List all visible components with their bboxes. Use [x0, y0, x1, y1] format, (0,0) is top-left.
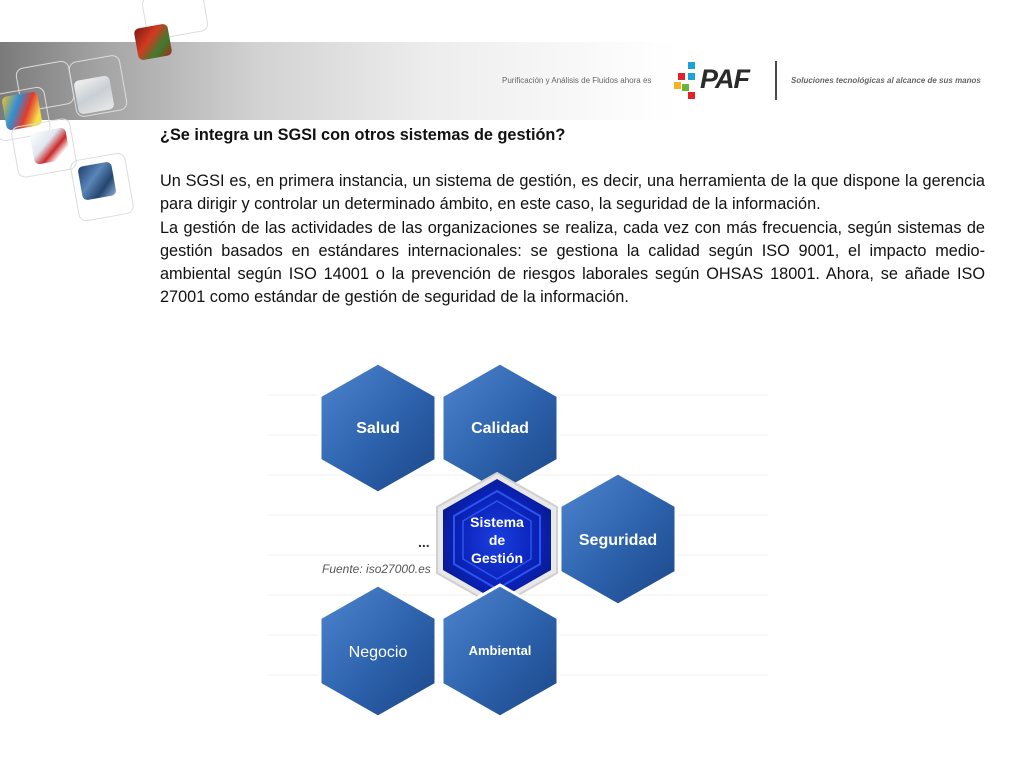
management-systems-diagram	[268, 355, 768, 725]
hex-salud	[320, 363, 436, 493]
hex-ambiental	[442, 585, 558, 717]
header-tagline-left: Purificación y Análisis de Fluidos ahora es	[502, 76, 652, 85]
paf-logo-text: PAF	[700, 64, 749, 94]
center-line-2: de	[488, 532, 506, 548]
center-line-1: Sistema	[470, 514, 524, 530]
hex-ambiental-label: Ambiental	[468, 643, 532, 658]
paragraph-sgsi-definition: Un SGSI es, en primera instancia, un sistema de gestión, es decir, una herramienta de la que dispone la gerencia para dirigir y controlar un determinado ámbito, en este caso, la seguridad de la información.	[160, 172, 985, 214]
header-tagline-right: Soluciones tecnológicas al alcance de sus manos	[791, 76, 981, 85]
hex-negocio-label: Negocio	[348, 644, 408, 661]
lab-jars-icon	[73, 75, 114, 115]
produce-photo-icon	[133, 23, 172, 60]
diagram-source: Fuente: iso27000.es	[322, 562, 431, 576]
page-title: ¿Se integra un SGSI con otros sistemas de gestión?	[160, 126, 566, 144]
industrial-pipes-icon	[77, 161, 116, 200]
hex-negocio	[320, 585, 436, 717]
slide-content	[160, 124, 985, 309]
logo-divider	[775, 61, 777, 100]
hex-salud-label: Salud	[356, 420, 400, 437]
center-line-3: Gestión	[470, 550, 524, 566]
hex-calidad-label: Calidad	[471, 420, 529, 437]
paragraph-management-systems: La gestión de las actividades de las organizaciones se realiza, cada vez con más frecuencia, según sistemas de gestión basados en estándares internacionales: se gestiona la calidad según ISO 9001, el impacto medio-ambiental según ISO 14001 o la prevención de riesgos laborales según OHSAS 18001. Ahora, se añade ISO 27001 como estándar de gestión de seguridad de la información.	[160, 218, 985, 307]
hex-calidad	[442, 363, 558, 493]
hex-seguridad	[560, 473, 676, 605]
hex-seguridad-label: Seguridad	[578, 532, 658, 549]
syringe-icon	[29, 127, 70, 165]
diagram-ellipsis: ...	[418, 534, 430, 550]
